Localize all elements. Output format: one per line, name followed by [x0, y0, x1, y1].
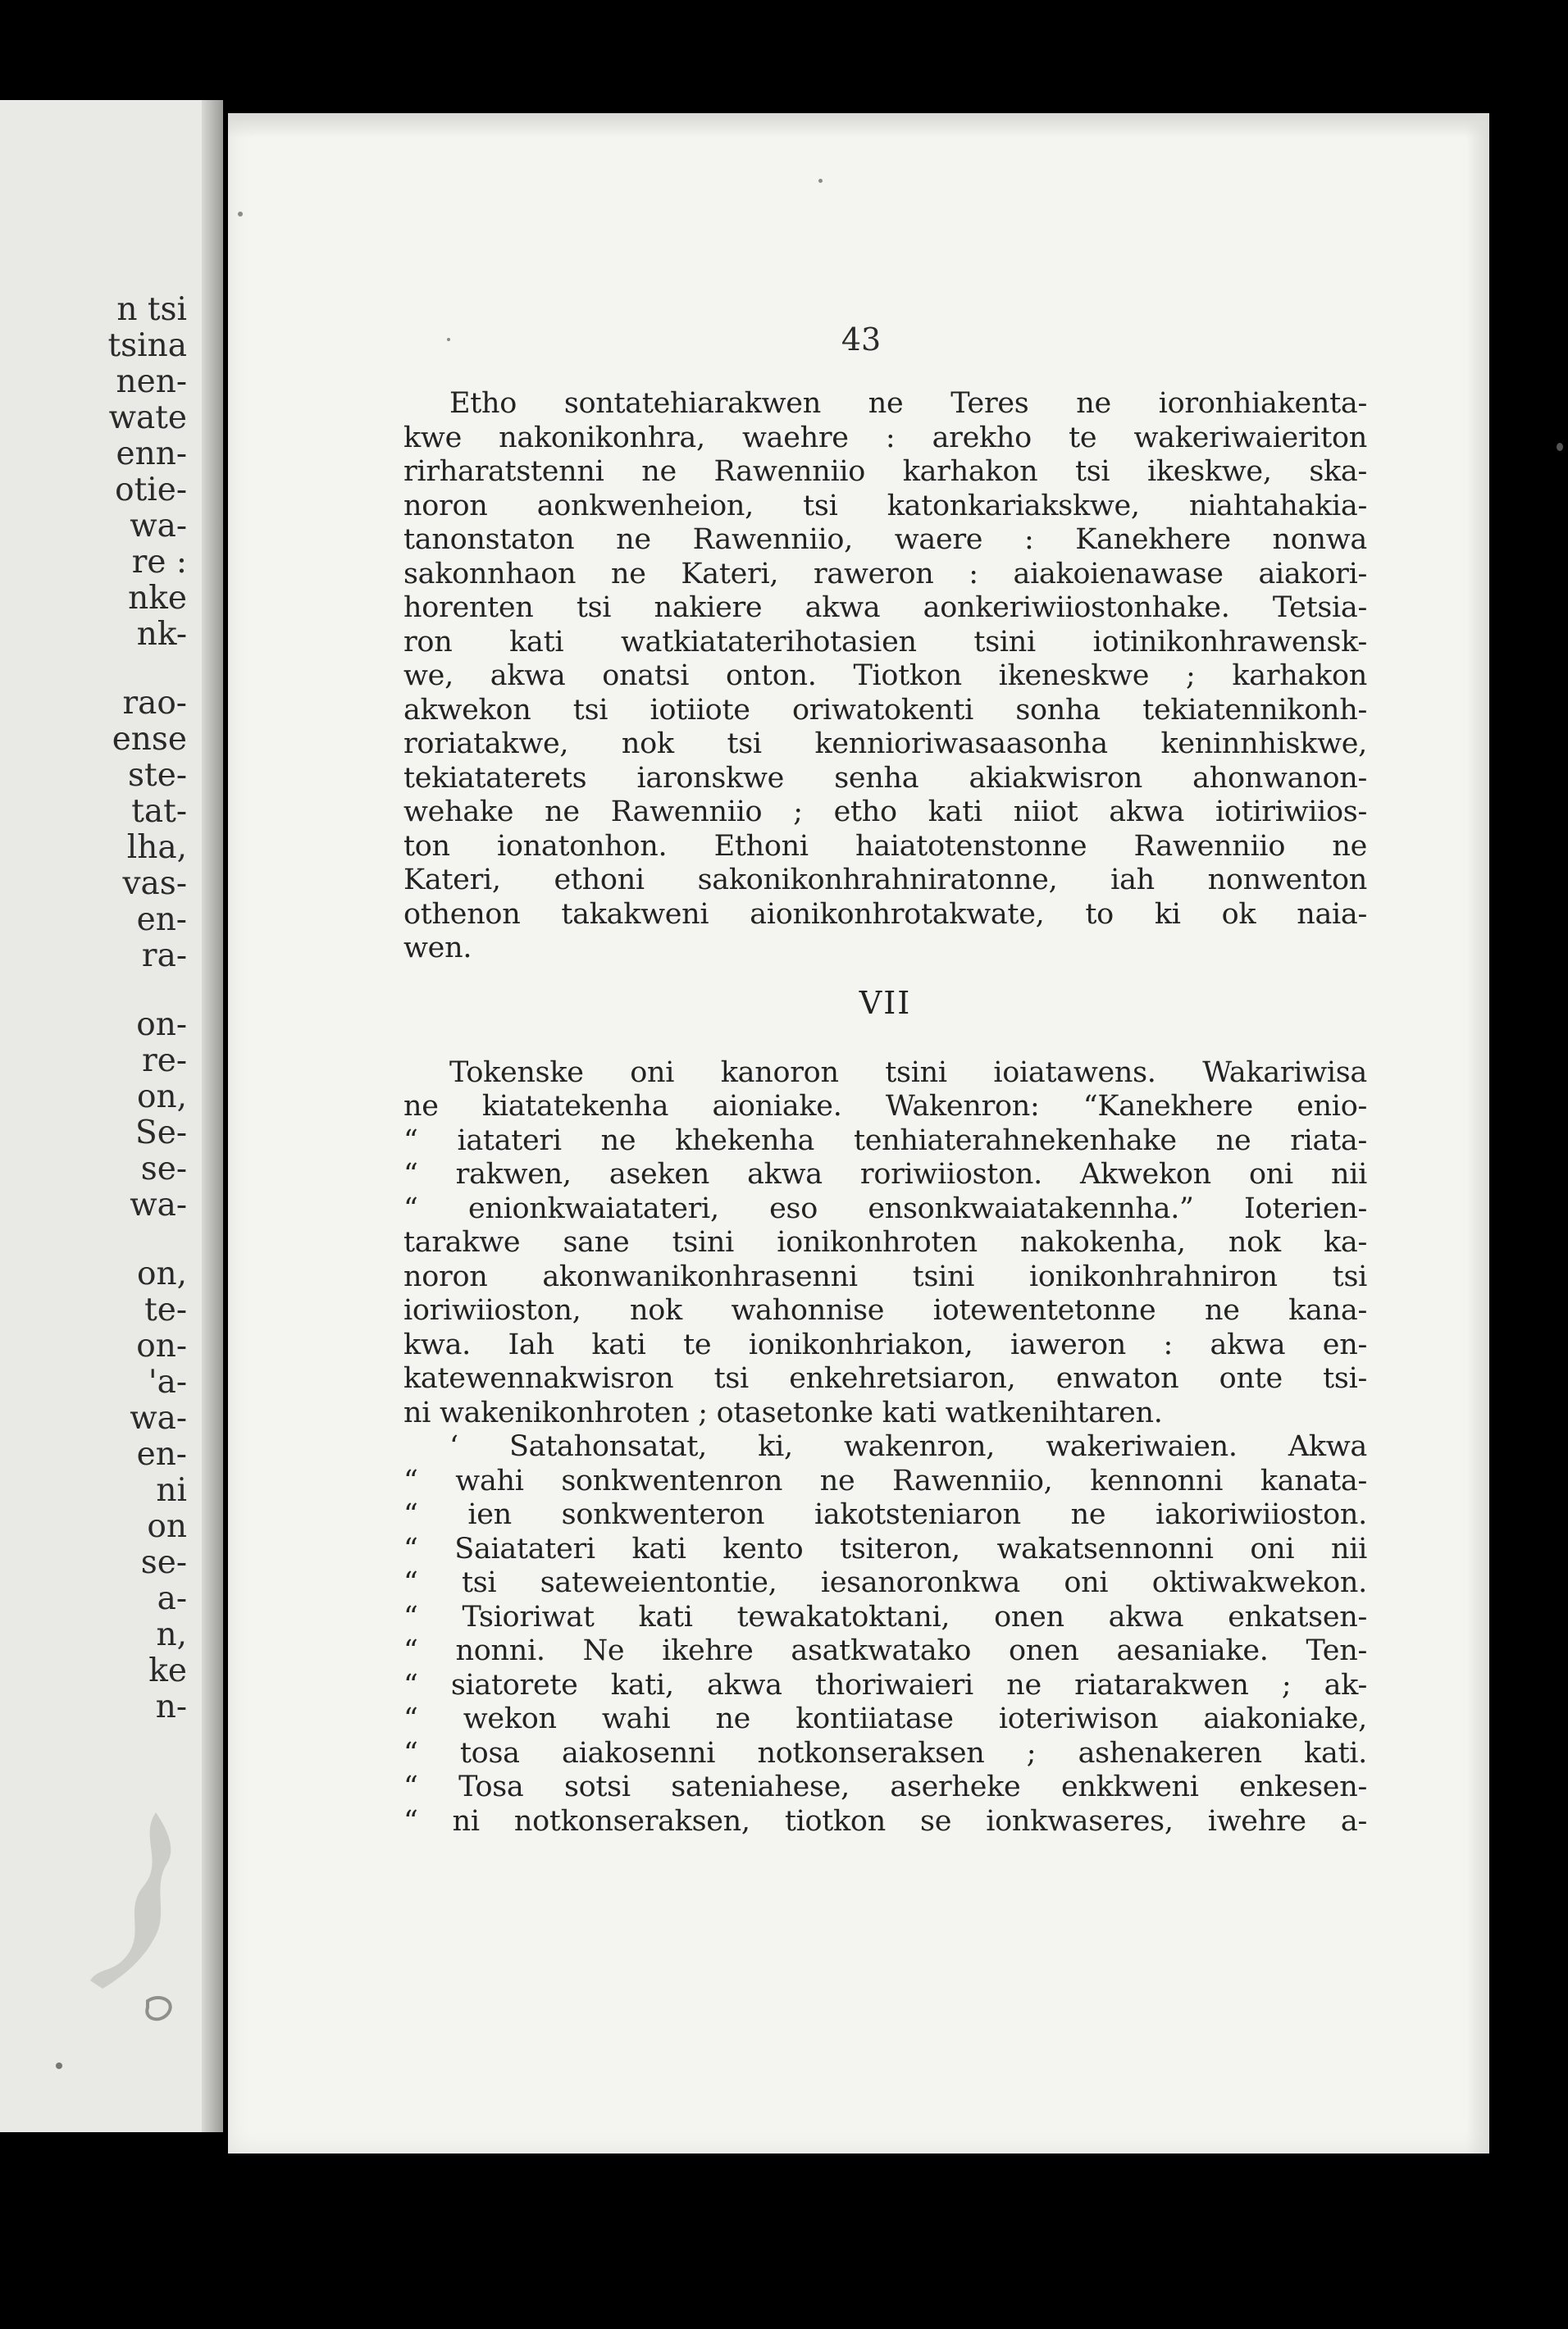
left-page-fragment: on,: [137, 1078, 187, 1115]
left-page-fragment: se-: [140, 1151, 187, 1187]
text-line: noron akonwanikonhrasenni tsini ionikonhrahniron tsi: [403, 1260, 1367, 1293]
page-right-edge: [1466, 113, 1489, 2154]
scan-speck: [818, 179, 823, 183]
left-page-fragment: 'a-: [148, 1364, 187, 1401]
text-line: “ ien sonkwenteron iakotsteniaron ne iakoriwiioston.: [403, 1498, 1367, 1531]
left-page-fragment: on-: [136, 1006, 187, 1043]
text-line: katewennakwisron tsi enkehretsiaron, enwaton onte tsi-: [403, 1362, 1367, 1395]
left-page-fragment: vas-: [122, 865, 187, 902]
paragraph-1: [403, 387, 1367, 966]
left-page-fragment: nke: [128, 580, 187, 617]
left-page-fragment: tat-: [131, 793, 187, 830]
left-page-fragment: nen-: [116, 363, 187, 400]
text-line: “ Tsioriwat kati tewakatoktani, onen akwa enkatsen-: [403, 1600, 1367, 1634]
left-page-fragment: otie-: [115, 472, 187, 508]
text-line: kwe nakonikonhra, waehre : arekho te wakeriwaieriton: [403, 421, 1367, 454]
left-page-fragment: n-: [155, 1689, 187, 1725]
left-page-fragment: ense: [112, 721, 187, 758]
text-line: “ iatateri ne khekenha tenhiaterahnekenhake ne riata-: [403, 1123, 1367, 1157]
text-line: kwa. Iah kati te ionikonhriakon, iaweron : akwa en-: [403, 1328, 1367, 1361]
text-line: wehake ne Rawenniio ; etho kati niiot akwa iotiriwiios-: [403, 795, 1367, 828]
text-line: wen.: [403, 932, 472, 964]
section-heading: VII: [859, 984, 912, 1021]
paragraph-3: [403, 1430, 1367, 1839]
text-line: horenten tsi nakiere akwa aonkeriwiiostonhake. Tetsia-: [403, 591, 1367, 624]
text-line: ni wakenikonhroten ; otasetonke kati watkenihtaren.: [403, 1396, 1163, 1429]
text-line: “ tosa aiakosenni notkonseraksen ; ashenakeren kati.: [403, 1736, 1367, 1770]
left-page-fragment: on: [147, 1508, 187, 1545]
left-page-fragment: nk-: [136, 616, 187, 653]
text-line: we, akwa onatsi onton. Tiotkon ikeneskwe ; karhakon: [403, 659, 1367, 692]
left-page-fragment: wa-: [130, 1400, 187, 1437]
scan-speck: [447, 338, 450, 341]
text-line: roriatakwe, nok tsi kennioriwasaasonha keninnhiskwe,: [403, 727, 1367, 760]
left-page-fragment: wate: [108, 399, 187, 436]
text-line: akwekon tsi iotiiote oriwatokenti sonha tekiatennikonh-: [403, 693, 1367, 727]
left-page-fragment: wa-: [130, 508, 187, 545]
left-page-fragment: a-: [157, 1580, 187, 1617]
text-line: ron kati watkiataterihotasien tsini iotinikonhrawensk-: [403, 625, 1367, 659]
text-line: “ wekon wahi ne kontiiatase ioteriwison aiakoniake,: [403, 1702, 1367, 1735]
left-page-fragment: ni: [156, 1472, 187, 1509]
left-page-fragment: te-: [144, 1292, 187, 1329]
text-line: “ wahi sonkwentenron ne Rawenniio, kennonni kanata-: [403, 1464, 1367, 1497]
text-line: tekiataterets iaronskwe senha akiakwisron ahonwanon-: [403, 761, 1367, 795]
left-page-fragment: n tsi: [116, 291, 187, 328]
heading-gap: [403, 1037, 1367, 1056]
page-top-shade: [228, 113, 1489, 138]
text-line: sakonnhaon ne Kateri, raweron : aiakoienawase aiakori-: [403, 557, 1367, 590]
text-line: Etho sontatehiarakwen ne Teres ne ioronhiakenta-: [449, 387, 1367, 420]
gutter-shadow: [202, 100, 223, 2132]
text-line: “ siatorete kati, akwa thoriwaieri ne riatarakwen ; ak-: [403, 1668, 1367, 1702]
left-page-fragment: ke: [148, 1652, 187, 1689]
scan-speck: [238, 212, 243, 216]
left-page-fragment: lha,: [126, 829, 187, 866]
left-page-fragment: wa-: [130, 1187, 187, 1224]
left-page-fragment: re-: [142, 1042, 187, 1079]
text-line: ton ionatonhon. Ethoni haiatotenstonne Rawenniio ne: [403, 829, 1367, 863]
text-line: “ nonni. Ne ikehre asatkwatako onen aesaniake. Ten-: [403, 1634, 1367, 1667]
text-line: ioriwiioston, nok wahonnise iotewentetonne ne kana-: [403, 1294, 1367, 1327]
left-page-fragment: on-: [136, 1328, 187, 1365]
left-page-fragment: enn-: [116, 435, 187, 472]
left-page-smudge: [66, 1804, 180, 2034]
text-line: rirharatstenni ne Rawenniio karhakon tsi ikeskwe, ska-: [403, 455, 1367, 488]
text-line: “ rakwen, aseken akwa roriwiioston. Akwekon oni nii: [403, 1158, 1367, 1191]
text-line: “ Tosa sotsi sateniahese, aserheke enkkweni enkesen-: [403, 1771, 1367, 1803]
text-line: “ tsi sateweientontie, iesanoronkwa oni oktiwakwekon.: [403, 1566, 1367, 1599]
text-line: tanonstaton ne Rawenniio, waere : Kanekhere nonwa: [403, 523, 1367, 556]
left-page-fragment: en-: [136, 901, 187, 938]
left-page-fragment: re :: [131, 544, 187, 581]
text-line: “ enionkwaiatateri, eso ensonkwaiatakennha.” Ioterien-: [403, 1192, 1367, 1225]
text-line: “ ni notkonseraksen, tiotkon se ionkwaseres, iwehre a-: [403, 1804, 1367, 1838]
text-line: noron aonkwenheion, tsi katonkariakskwe, niahtahakia-: [403, 489, 1367, 522]
left-page-fragment: Se-: [135, 1114, 187, 1151]
page-number: 43: [841, 321, 882, 358]
left-page-fragment: n,: [156, 1616, 187, 1653]
text-line: othenon takakweni aionikonhrotakwate, to ki ok naia-: [403, 897, 1367, 931]
left-page-fragment: ste-: [128, 757, 187, 794]
text-line: “ Saiatateri kati kento tsiteron, wakatsennonni oni nii: [403, 1532, 1367, 1566]
left-page-fragment: se-: [140, 1544, 187, 1581]
text-line: tarakwe sane tsini ionikonhroten nakokenha, nok ka-: [403, 1226, 1367, 1259]
left-page-fragment: tsina: [107, 327, 187, 364]
left-page-fragment: ra-: [141, 937, 187, 974]
scan-speck: [1557, 443, 1563, 451]
paragraph-2: [403, 1056, 1367, 1431]
text-line: ‘ Satahonsatat, ki, wakenron, wakeriwaien. Akwa: [449, 1430, 1367, 1463]
left-page-fragment: on,: [137, 1256, 187, 1292]
left-page-fragment: en-: [136, 1436, 187, 1473]
left-page-fragment: rao-: [122, 685, 187, 722]
scan-speck: [56, 2062, 62, 2069]
text-line: ne kiatatekenha aioniake. Wakenron: “Kanekhere enio-: [403, 1090, 1367, 1123]
text-line: Kateri, ethoni sakonikonhrahniratonne, iah nonwenton: [403, 864, 1367, 896]
page-body-text: [403, 387, 1367, 1839]
text-line: Tokenske oni kanoron tsini ioiatawens. Wakariwisa: [449, 1055, 1367, 1089]
